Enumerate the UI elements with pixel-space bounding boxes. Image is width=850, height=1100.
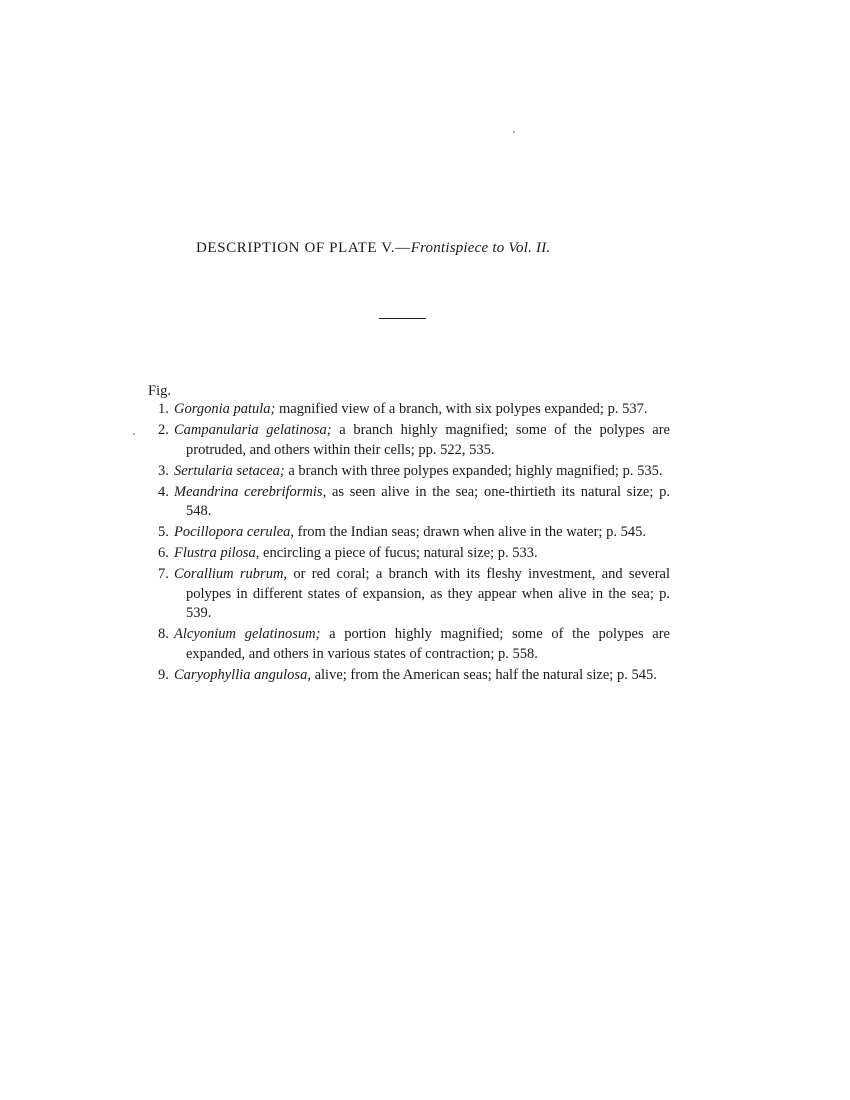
species-name: Flustra pilosa, bbox=[174, 545, 260, 561]
species-name: Sertularia setacea; bbox=[174, 462, 285, 479]
plate-description-title bbox=[196, 240, 666, 257]
figure-number: 1. bbox=[158, 401, 169, 417]
species-name: Campanularia gelatinosa; bbox=[174, 422, 332, 438]
figure-entry bbox=[148, 625, 670, 664]
figure-number: 3. bbox=[158, 462, 169, 479]
figure-description: or red coral; a branch with its fleshy investment, and several polypes in different states of expansion, as they appear when alive in the sea; p. 539. bbox=[186, 566, 670, 621]
figure-list bbox=[148, 400, 670, 687]
figure-number: 8. bbox=[158, 626, 169, 642]
figure-entry bbox=[148, 400, 670, 420]
figure-description: from the Indian seas; drawn when alive in the water; p. 545. bbox=[294, 524, 646, 540]
figure-entry bbox=[148, 544, 670, 564]
figure-entry bbox=[148, 565, 670, 624]
figure-description: a portion highly magnified; some of the polypes are expanded, and others in various states of contraction; p. 558. bbox=[186, 626, 670, 662]
species-name: Corallium rubrum, bbox=[174, 566, 288, 582]
figure-number: 4. bbox=[158, 483, 169, 500]
figure-number: 2. bbox=[158, 422, 169, 438]
figure-number: 7. bbox=[158, 566, 169, 582]
figure-number: 9. bbox=[158, 666, 169, 683]
figure-description: a branch highly magnified; some of the polypes are protruded, and others within their cells; pp. 522, 535. bbox=[186, 422, 670, 458]
title-italic: Frontispiece to Vol. II. bbox=[410, 240, 551, 256]
figure-description: as seen alive in the sea; one-thirtieth its natural size; p. 548. bbox=[186, 483, 670, 519]
species-name: Gorgonia patula; bbox=[174, 401, 276, 417]
scan-speck bbox=[513, 131, 515, 133]
figure-description: encircling a piece of fucus; natural size; p. 533. bbox=[259, 545, 538, 561]
species-name: Meandrina cerebriformis, bbox=[174, 483, 327, 500]
species-name: Pocillopora cerulea, bbox=[174, 524, 295, 540]
figure-entry bbox=[148, 462, 670, 482]
title-main: DESCRIPTION OF PLATE V.— bbox=[196, 240, 411, 256]
title-divider bbox=[379, 318, 426, 319]
scan-speck bbox=[133, 433, 135, 435]
figure-entry bbox=[148, 421, 670, 460]
figure-entry bbox=[148, 666, 670, 686]
figure-entry bbox=[148, 523, 670, 543]
figure-description: magnified view of a branch, with six polypes expanded; p. 537. bbox=[275, 401, 648, 417]
figure-description: a branch with three polypes expanded; highly magnified; p. 535. bbox=[284, 462, 663, 479]
species-name: Caryophyllia angulosa, bbox=[174, 666, 311, 683]
figure-entry bbox=[148, 483, 670, 522]
figure-description: alive; from the American seas; half the natural size; p. 545. bbox=[310, 666, 657, 683]
species-name: Alcyonium gelatinosum; bbox=[174, 626, 321, 642]
figure-number: 5. bbox=[158, 524, 169, 540]
fig-label: Fig. bbox=[148, 383, 171, 399]
figure-number: 6. bbox=[158, 545, 169, 561]
